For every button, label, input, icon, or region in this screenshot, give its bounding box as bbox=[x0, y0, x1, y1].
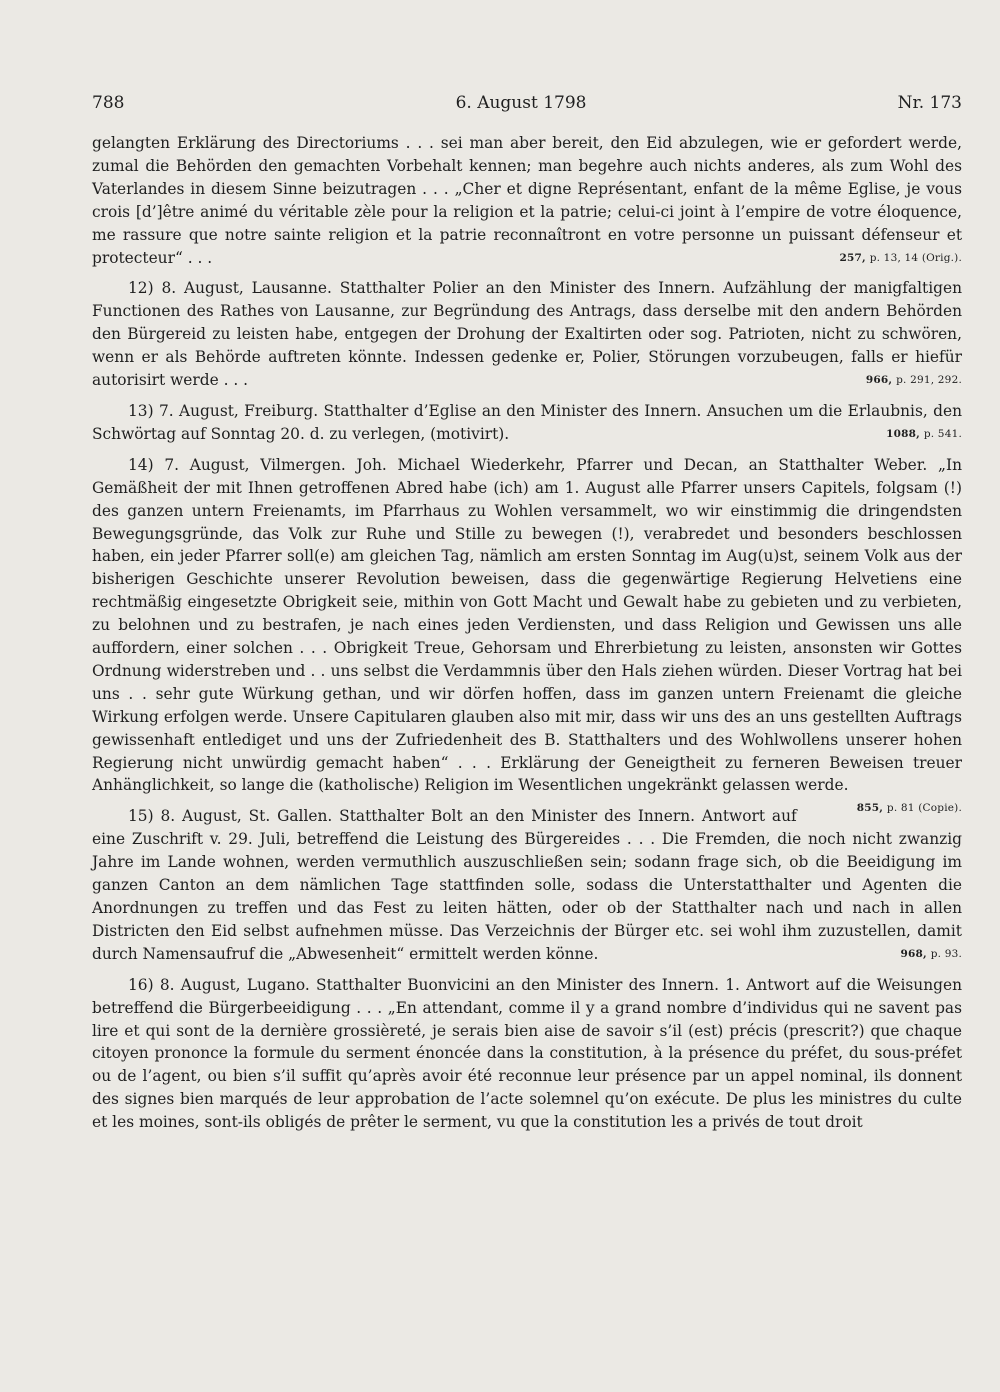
reference-number: 966, bbox=[865, 374, 893, 387]
reference-detail: p. 541. bbox=[923, 427, 962, 440]
document-number: Nr. 173 bbox=[897, 93, 962, 113]
running-head bbox=[92, 92, 962, 114]
entry-16 bbox=[92, 974, 962, 1134]
entry-14 bbox=[92, 454, 962, 815]
paragraph-text: 16) 8. August, Lugano. Statthalter Buonvicini an den Minister des Innern. 1. Antwort auf die Weisungen betreffend die Bürgerbeeidigung . . . „En attendant, comme il y a grand nombre d’individus qui ne savent pas lire et qui sont de la dernière grossièreté, je serais bien aise de savoir s’il (est) précis (prescrit?) que chaque citoyen prononce la formule du serment énoncée dans la constitution, à la présence du préfet, du sous-préfet ou de l’agent, ou bien s’il suffit qu’après avoir été reconnue leur présence par un appel nominal, ils donnent des signes bien marqués de leur approbation de l’acte solemnel qu’on exécute. De plus les ministres du culte et les moines, sont-ils obligés de prêter le serment, vu que la constitution les a privés de tout droit bbox=[92, 975, 962, 1132]
paragraph-continuation bbox=[92, 132, 962, 269]
entry-13 bbox=[92, 400, 962, 446]
archive-reference bbox=[821, 797, 962, 820]
entry-12 bbox=[92, 277, 962, 392]
paragraph-text: 12) 8. August, Lausanne. Statthalter Polier an den Minister des Innern. Aufzählung der manigfaltigen Functionen des Rathes von Lausanne, zur Begründung des Antrags, dass derselbe mit den andern Behörden den Bürgereid zu leisten habe, entgegen der Drohung der Exaltirten oder sog. Patrioten, nicht zu schwören, wenn er als Behörde auftreten könnte. Indessen gedenke er, Polier, Störungen vorzubeugen, falls er hiefür autorisirt werde . . . bbox=[92, 279, 962, 390]
body-text bbox=[92, 132, 962, 1134]
paragraph-text: 13) 7. August, Freiburg. Statthalter d’Eglise an den Minister des Innern. Ansuchen um die Erlaubnis, den Schwörtag auf Sonntag 20. d. zu verlegen, (motivirt). bbox=[92, 401, 962, 443]
header-date: 6. August 1798 bbox=[455, 93, 587, 113]
reference-detail: p. 81 (Copie). bbox=[886, 802, 962, 815]
reference-number: 1088, bbox=[886, 427, 920, 440]
archive-reference bbox=[839, 247, 962, 270]
paragraph-text: gelangten Erklärung des Directoriums . . . sei man aber bereit, den Eid abzulegen, wie er gefordert werde, zumal die Behörden den gemachten Vorbehalt kennen; man begehre auch nichts anderes, als zum Wohl des Vaterlandes in diesem Sinne beizutragen . . . „Cher et digne Représentant, enfant de la même Eglise, je vous crois [d’]être animé du véritable zèle pour la religion et la patrie; celui-ci joint à l’empire de votre éloquence, me rassure que notre sainte religion et la patrie reconnaîtront en votre personne un puissant défenseur et protecteur“ . . . bbox=[92, 134, 962, 267]
reference-detail: p. 13, 14 (Orig.). bbox=[869, 251, 962, 264]
reference-number: 855, bbox=[856, 802, 884, 815]
reference-number: 968, bbox=[900, 947, 927, 960]
reference-detail: p. 93. bbox=[930, 947, 962, 960]
paragraph-text: 15) 8. August, St. Gallen. Statthalter Bolt an den Minister des Innern. Antwort auf eine Zuschrift v. 29. Juli, betreffend die Leistung des Bürgereides . . . Die Fremden, die noch nicht zwanzig Jahre im Lande wohnen, werden vermuthlich auszuschließen sein; sodann frage sich, ob die Beeidigung im ganzen Canton an dem nämlichen Tage stattfinden solle, sodass die Unterstatthalter und Agenten die Anordnungen zu treffen und das Fest zu leiten hätten, oder ob der Statthalter nach und nach in allen Districten den Eid selbst aufnehmen müsse. Das Verzeichnis der Bürger etc. sei wohl ihm zuzustellen, damit durch Namensaufruf die „Abwesenheit“ ermittelt werden könne. bbox=[92, 807, 962, 963]
entry-15 bbox=[92, 805, 962, 965]
paragraph-text: 14) 7. August, Vilmergen. Joh. Michael Wiederkehr, Pfarrer und Decan, an Statthalter Weber. „In Gemäßheit der mit Ihnen getroffenen Abred habe (ich) am 1. August alle Pfarrer unsers Capitels, folgsam (!) des ganzen untern Freienamts, im Pfarrhaus zu Wohlen versammelt, wo wir einstimmig die dringendsten Bewegungsgründe, das Volk zur Ruhe und Stille zu bewegen (!), verabredet und besonders beschlossen haben, ein jeder Pfarrer soll(e) am gleichen Tag, nämlich am ersten Sonntag im Aug(u)st, seinem Volk aus der bisherigen Geschichte unserer Revolution beweisen, dass die gegenwärtige Regierung Helvetiens eine rechtmäßig eingesetzte Obrigkeit seie, mithin von Gott Macht und Gewalt habe zu gebieten und zu verbieten, zu belohnen und zu bestrafen, je nach eines jeden Verdiensten, und dass Religion und Gewissen uns alle auffordern, einer solchen . . . Obrigkeit Treue, Gehorsam und Ehrerbietung zu leisten, ansonsten wir Gottes Ordnung widerstreben und . . uns selbst die Verdammnis über den Hals ziehen würden. Dieser Vortrag hat bei uns . . sehr gute Würkung gethan, und wir dörfen hoffen, dass im ganzen untern Freienamt die gleiche Wirkung erfolgen werde. Unsere Capitularen glauben also mit mir, dass wir uns des an uns gestellten Auftrags gewissenhaft entlediget und uns der Zufriedenheit des B. Statthalters und des Wohlwollens unserer hohen Regierung nicht unwürdig gemacht haben“ . . . Erklärung der Geneigtheit zu ferneren Beweisen treuer Anhänglichkeit, so lange die (katholische) Religion im Wesentlichen ungekränkt gelassen werde. bbox=[92, 455, 962, 795]
archive-reference bbox=[830, 369, 962, 392]
reference-detail: p. 291, 292. bbox=[896, 374, 962, 387]
archive-reference bbox=[864, 943, 962, 966]
reference-number: 257, bbox=[839, 251, 866, 264]
page-number: 788 bbox=[92, 93, 125, 113]
archive-reference bbox=[850, 423, 962, 446]
